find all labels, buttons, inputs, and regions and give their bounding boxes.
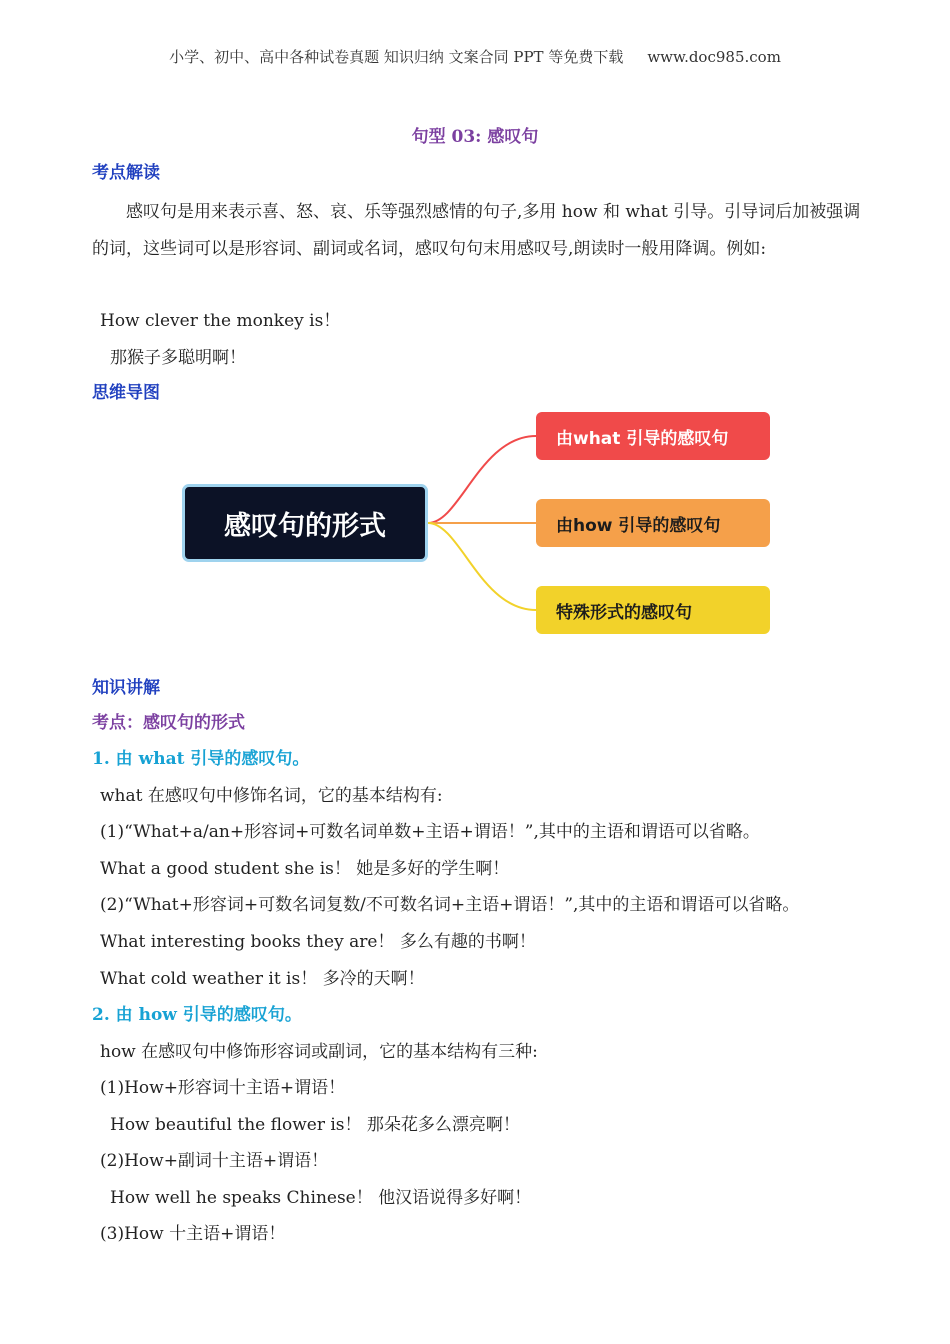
part2-line: How well he speaks Chinese！ 他汉语说得多好啊！ — [110, 1188, 532, 1208]
part2-line: (3)How 十主语+谓语！ — [100, 1224, 286, 1244]
page-title: 句型 03: 感叹句 — [411, 127, 539, 147]
part2-line: (2)How+副词十主语+谓语！ — [100, 1151, 329, 1171]
example-chinese: 那猴子多聪明啊！ — [110, 348, 246, 368]
mind-map — [180, 408, 780, 644]
part1-line: what 在感叹句中修饰名词，它的基本结构有: — [100, 786, 443, 806]
example-english: How clever the monkey is！ — [100, 311, 341, 331]
connector-special — [428, 523, 536, 610]
part2-line: (1)How+形容词十主语+谓语！ — [100, 1078, 346, 1098]
part1-line: (2)“What+形容词+可数名词复数/不可数名词+主语+谓语！”,其中的主语和谓语可以省略。 — [100, 895, 800, 915]
section-heading-mindmap: 思维导图 — [92, 383, 160, 403]
part2-line: how 在感叹句中修饰形容词或副词，它的基本结构有三种: — [100, 1042, 538, 1062]
page-header — [0, 46, 950, 67]
section-heading-knowledge: 知识讲解 — [92, 678, 160, 698]
mind-map-root: 感叹句的形式 — [182, 484, 428, 562]
branch-what: 由what 引导的感叹句 — [536, 412, 770, 460]
header-text: 小学、初中、高中各种试卷真题 知识归纳 文案合同 PPT 等免费下载 — [169, 48, 624, 66]
branch-how: 由how 引导的感叹句 — [536, 499, 770, 547]
intro-paragraph: 感叹句是用来表示喜、怒、哀、乐等强烈感情的句子,多用 how 和 what 引导。引导词后加被强调的词，这些词可以是形容词、副词或名词，感叹句句末用感叹号,朗读时一般用降调。例如: — [92, 202, 861, 259]
branch-special: 特殊形式的感叹句 — [536, 586, 770, 634]
part1-line: What cold weather it is！ 多冷的天啊！ — [100, 969, 425, 989]
part1-line: (1)“What+a/an+形容词+可数名词单数+主语+谓语！”,其中的主语和谓语可以省略。 — [100, 822, 760, 842]
part1-line: What interesting books they are！ 多么有趣的书啊！ — [100, 932, 536, 952]
subheading-topic: 考点：感叹句的形式 — [92, 713, 245, 733]
connector-what — [428, 436, 536, 523]
part2-heading: 2. 由 how 引导的感叹句。 — [92, 1005, 302, 1025]
header-site-link[interactable]: www.doc985.com — [647, 48, 781, 66]
part1-line: What a good student she is！ 她是多好的学生啊！ — [100, 859, 510, 879]
section-heading-analysis: 考点解读 — [92, 163, 160, 183]
part1-heading: 1. 由 what 引导的感叹句。 — [92, 749, 310, 769]
part2-line: How beautiful the flower is！ 那朵花多么漂亮啊！ — [110, 1115, 520, 1135]
